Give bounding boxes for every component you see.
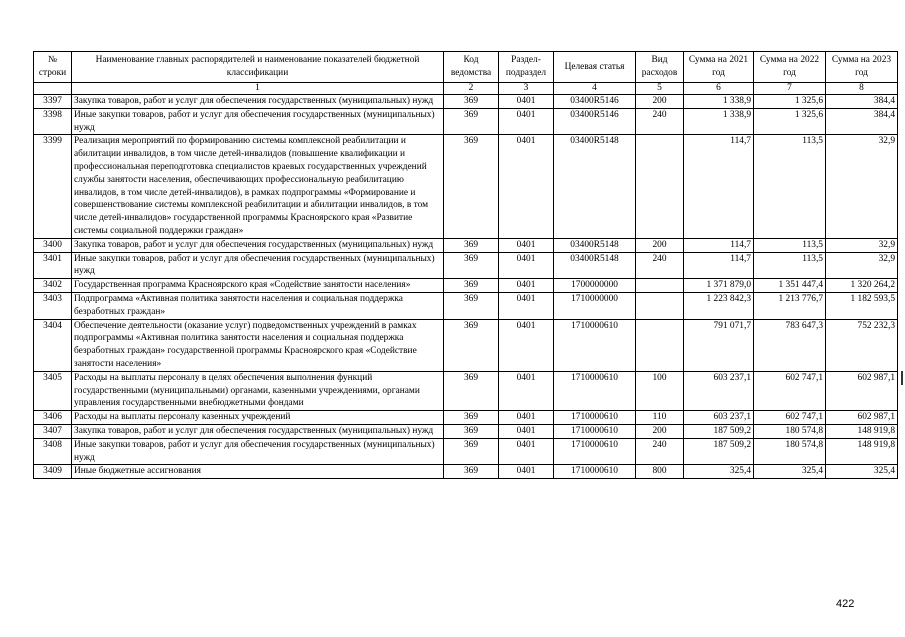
col-header-target: Целевая статья xyxy=(554,52,636,83)
row-name: Обеспечение деятельности (оказание услуг) подведомственных учреждений в рамках подпрограммы «Активная политика занятости населения и социальная поддержка безработных граждан» государственной программы Красноярского края «Содействие занятости населения» xyxy=(72,319,444,371)
col-header-2022: Сумма на 2022 год xyxy=(754,52,826,83)
row-section: 0401 xyxy=(499,292,554,319)
column-index: 8 xyxy=(826,83,898,95)
row-sum-2022: 1 351 447,4 xyxy=(754,279,826,293)
row-sum-2022: 602 747,1 xyxy=(754,411,826,425)
row-sum-2022: 783 647,3 xyxy=(754,319,826,371)
row-expense-type xyxy=(636,135,684,238)
row-number: 3408 xyxy=(34,438,72,465)
row-section: 0401 xyxy=(499,424,554,438)
row-expense-type: 200 xyxy=(636,424,684,438)
table-row xyxy=(34,319,898,371)
row-name: Закупка товаров, работ и услуг для обеспечения государственных (муниципальных) нужд xyxy=(72,424,444,438)
row-number: 3401 xyxy=(34,252,72,279)
row-name: Подпрограмма «Активная политика занятости населения и социальная поддержка безработных граждан» xyxy=(72,292,444,319)
column-index: 2 xyxy=(444,83,499,95)
budget-table xyxy=(33,51,898,479)
row-name: Закупка товаров, работ и услуг для обеспечения государственных (муниципальных) нужд xyxy=(72,238,444,252)
row-section: 0401 xyxy=(499,411,554,425)
row-sum-2023: 602 987,1 xyxy=(826,371,898,410)
col-header-num: № строки xyxy=(34,52,72,83)
row-sum-2022: 1 325,6 xyxy=(754,108,826,135)
row-sum-2021: 791 071,7 xyxy=(684,319,754,371)
row-number: 3404 xyxy=(34,319,72,371)
row-number: 3403 xyxy=(34,292,72,319)
row-section: 0401 xyxy=(499,319,554,371)
row-name: Расходы на выплаты персоналу казенных учреждений xyxy=(72,411,444,425)
row-sum-2022: 113,5 xyxy=(754,252,826,279)
row-number: 3406 xyxy=(34,411,72,425)
table-row xyxy=(34,238,898,252)
row-dept-code: 369 xyxy=(444,292,499,319)
row-sum-2021: 114,7 xyxy=(684,135,754,238)
row-number: 3400 xyxy=(34,238,72,252)
row-sum-2023: 148 919,8 xyxy=(826,424,898,438)
row-name: Иные закупки товаров, работ и услуг для обеспечения государственных (муниципальных) нужд xyxy=(72,252,444,279)
table-row xyxy=(34,465,898,479)
row-dept-code: 369 xyxy=(444,279,499,293)
table-row xyxy=(34,95,898,109)
row-number: 3405 xyxy=(34,371,72,410)
table-row xyxy=(34,292,898,319)
col-header-dept: Код ведомства xyxy=(444,52,499,83)
column-index: 5 xyxy=(636,83,684,95)
row-expense-type: 200 xyxy=(636,95,684,109)
row-target-article: 1710000000 xyxy=(554,292,636,319)
row-sum-2023: 602 987,1 xyxy=(826,411,898,425)
row-target-article: 1710000610 xyxy=(554,424,636,438)
row-target-article: 1710000610 xyxy=(554,438,636,465)
row-expense-type: 100 xyxy=(636,371,684,410)
row-sum-2021: 1 338,9 xyxy=(684,108,754,135)
col-header-name: Наименование главных распорядителей и наименование показателей бюджетной классификации xyxy=(72,52,444,83)
row-sum-2023: 32,9 xyxy=(826,135,898,238)
column-index xyxy=(34,83,72,95)
row-sum-2021: 603 237,1 xyxy=(684,411,754,425)
row-name: Закупка товаров, работ и услуг для обеспечения государственных (муниципальных) нужд xyxy=(72,95,444,109)
row-sum-2021: 187 509,2 xyxy=(684,438,754,465)
row-target-article: 1710000610 xyxy=(554,465,636,479)
column-index-row xyxy=(34,83,898,95)
table-row xyxy=(34,424,898,438)
row-sum-2023: 384,4 xyxy=(826,95,898,109)
row-sum-2022: 1 325,6 xyxy=(754,95,826,109)
table-row xyxy=(34,438,898,465)
row-expense-type xyxy=(636,319,684,371)
col-header-2023: Сумма на 2023 год xyxy=(826,52,898,83)
row-sum-2021: 1 223 842,3 xyxy=(684,292,754,319)
row-sum-2022: 1 213 776,7 xyxy=(754,292,826,319)
row-dept-code: 369 xyxy=(444,424,499,438)
row-expense-type: 240 xyxy=(636,252,684,279)
row-sum-2021: 114,7 xyxy=(684,252,754,279)
row-sum-2021: 187 509,2 xyxy=(684,424,754,438)
row-dept-code: 369 xyxy=(444,319,499,371)
row-sum-2023: 32,9 xyxy=(826,238,898,252)
row-sum-2023: 148 919,8 xyxy=(826,438,898,465)
page-number: 422 xyxy=(836,598,855,610)
row-sum-2021: 325,4 xyxy=(684,465,754,479)
row-section: 0401 xyxy=(499,108,554,135)
row-sum-2023: 752 232,3 xyxy=(826,319,898,371)
row-sum-2022: 113,5 xyxy=(754,135,826,238)
row-target-article: 03400R5146 xyxy=(554,108,636,135)
row-section: 0401 xyxy=(499,135,554,238)
row-number: 3398 xyxy=(34,108,72,135)
row-dept-code: 369 xyxy=(444,411,499,425)
table-row xyxy=(34,135,898,238)
row-target-article: 1710000610 xyxy=(554,411,636,425)
row-number: 3399 xyxy=(34,135,72,238)
row-dept-code: 369 xyxy=(444,252,499,279)
row-dept-code: 369 xyxy=(444,135,499,238)
row-sum-2022: 602 747,1 xyxy=(754,371,826,410)
row-expense-type: 200 xyxy=(636,238,684,252)
row-sum-2023: 325,4 xyxy=(826,465,898,479)
row-section: 0401 xyxy=(499,238,554,252)
row-sum-2021: 114,7 xyxy=(684,238,754,252)
row-expense-type xyxy=(636,279,684,293)
row-dept-code: 369 xyxy=(444,238,499,252)
column-index: 3 xyxy=(499,83,554,95)
row-sum-2021: 603 237,1 xyxy=(684,371,754,410)
row-name: Расходы на выплаты персоналу в целях обеспечения выполнения функций государственными (муниципальными) органами, казенными учреждениями, органами управления государственными внебюджетными фондами xyxy=(72,371,444,410)
row-dept-code: 369 xyxy=(444,95,499,109)
col-header-section: Раздел-подраздел xyxy=(499,52,554,83)
row-expense-type: 240 xyxy=(636,438,684,465)
row-dept-code: 369 xyxy=(444,371,499,410)
row-expense-type: 240 xyxy=(636,108,684,135)
row-sum-2022: 325,4 xyxy=(754,465,826,479)
row-number: 3409 xyxy=(34,465,72,479)
row-sum-2023: 32,9 xyxy=(826,252,898,279)
table-row xyxy=(34,411,898,425)
row-expense-type xyxy=(636,292,684,319)
table-body xyxy=(34,95,898,479)
row-section: 0401 xyxy=(499,465,554,479)
col-header-exptype: Вид расходов xyxy=(636,52,684,83)
row-target-article: 1700000000 xyxy=(554,279,636,293)
row-dept-code: 369 xyxy=(444,438,499,465)
row-section: 0401 xyxy=(499,371,554,410)
row-sum-2021: 1 371 879,0 xyxy=(684,279,754,293)
row-target-article: 03400R5146 xyxy=(554,95,636,109)
row-target-article: 1710000610 xyxy=(554,319,636,371)
row-target-article: 03400R5148 xyxy=(554,135,636,238)
row-sum-2023: 1 320 264,2 xyxy=(826,279,898,293)
row-name: Реализация мероприятий по формированию системы комплексной реабилитации и абилитации инвалидов, в том числе детей-инвалидов (повышение квалификации и профессиональная переподготовка специалистов краевых государственных учреждений службы занятости населения, обеспечивающих профессиональную реабилитацию инвалидов, в том числе детей-инвалидов), в рамках подпрограммы «Формирование и совершенствование системы комплексной реабилитации и абилитации инвалидов, в том числе детей-инвалидов» государственной программы Красноярского края «Развитие системы социальной поддержки граждан» xyxy=(72,135,444,238)
row-name: Иные закупки товаров, работ и услуг для обеспечения государственных (муниципальных) нужд xyxy=(72,438,444,465)
row-section: 0401 xyxy=(499,95,554,109)
row-sum-2021: 1 338,9 xyxy=(684,95,754,109)
row-sum-2022: 180 574,8 xyxy=(754,424,826,438)
table-row xyxy=(34,279,898,293)
row-sum-2022: 180 574,8 xyxy=(754,438,826,465)
row-expense-type: 110 xyxy=(636,411,684,425)
column-index: 6 xyxy=(684,83,754,95)
table-row xyxy=(34,252,898,279)
row-section: 0401 xyxy=(499,252,554,279)
column-index: 7 xyxy=(754,83,826,95)
scan-edge-mark xyxy=(901,371,903,385)
column-index: 1 xyxy=(72,83,444,95)
row-number: 3397 xyxy=(34,95,72,109)
column-index: 4 xyxy=(554,83,636,95)
row-target-article: 1710000610 xyxy=(554,371,636,410)
row-name: Государственная программа Красноярского края «Содействие занятости населения» xyxy=(72,279,444,293)
row-sum-2022: 113,5 xyxy=(754,238,826,252)
row-section: 0401 xyxy=(499,438,554,465)
row-sum-2023: 1 182 593,5 xyxy=(826,292,898,319)
table-row xyxy=(34,108,898,135)
row-expense-type: 800 xyxy=(636,465,684,479)
row-dept-code: 369 xyxy=(444,465,499,479)
row-name: Иные закупки товаров, работ и услуг для обеспечения государственных (муниципальных) нужд xyxy=(72,108,444,135)
row-target-article: 03400R5148 xyxy=(554,238,636,252)
row-number: 3407 xyxy=(34,424,72,438)
row-name: Иные бюджетные ассигнования xyxy=(72,465,444,479)
row-target-article: 03400R5148 xyxy=(554,252,636,279)
table-row xyxy=(34,371,898,410)
row-dept-code: 369 xyxy=(444,108,499,135)
row-section: 0401 xyxy=(499,279,554,293)
row-number: 3402 xyxy=(34,279,72,293)
row-sum-2023: 384,4 xyxy=(826,108,898,135)
col-header-2021: Сумма на 2021 год xyxy=(684,52,754,83)
